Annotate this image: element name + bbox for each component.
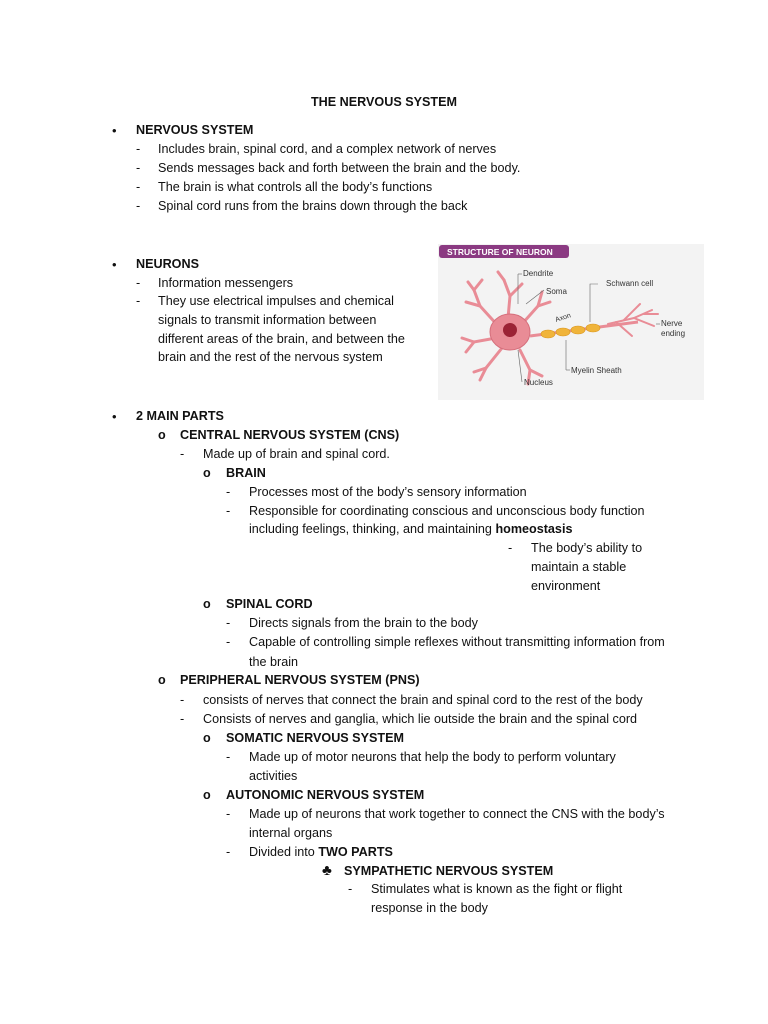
nervous-system-heading: NERVOUS SYSTEM <box>136 123 254 137</box>
nerve-ending-label: Nerve <box>661 319 683 328</box>
club-marker: ♣ <box>322 862 332 879</box>
list-item: Consists of nerves and ganglia, which lie outside the brain and the spinal cord <box>203 712 638 726</box>
dash-marker: - <box>226 750 231 764</box>
list-item-line: signals to transmit information between <box>158 313 377 327</box>
dash-marker: - <box>180 447 185 461</box>
axon-label: Axon <box>554 312 572 324</box>
autonomic-heading: AUTONOMIC NERVOUS SYSTEM <box>226 788 425 802</box>
dash-marker: - <box>226 616 231 630</box>
neurons-heading: NEURONS <box>136 257 199 271</box>
list-item-line: The body’s ability to <box>531 541 643 555</box>
dash-marker: - <box>226 635 231 649</box>
nucleus-label: Nucleus <box>524 378 553 387</box>
dash-marker: - <box>180 693 185 707</box>
list-item-text: including feelings, thinking, and maintaining <box>249 522 496 536</box>
list-item-line: Made up of neurons that work together to connect the CNS with the body’s <box>249 807 665 821</box>
brain-heading: BRAIN <box>226 466 266 480</box>
dendrite-label: Dendrite <box>523 269 554 278</box>
bullet-marker: • <box>112 123 117 138</box>
nerve-ending-label: ending <box>661 329 686 338</box>
dash-marker: - <box>180 712 185 726</box>
dash-marker: - <box>226 504 231 518</box>
pns-heading: PERIPHERAL NERVOUS SYSTEM (PNS) <box>180 673 420 687</box>
circle-marker: o <box>203 466 211 480</box>
sympathetic-heading: SYMPATHETIC NERVOUS SYSTEM <box>344 864 554 878</box>
neuron-structure-figure <box>438 244 704 400</box>
circle-marker: o <box>158 673 166 687</box>
list-item-line: Capable of controlling simple reflexes without transmitting information from <box>249 635 665 649</box>
list-item-line: They use electrical impulses and chemical <box>158 294 394 308</box>
list-item: The brain is what controls all the body’s functions <box>158 180 433 194</box>
dash-marker: - <box>226 807 231 821</box>
dash-marker: - <box>136 161 141 175</box>
dash-marker: - <box>136 294 141 308</box>
list-item-line: brain and the rest of the nervous system <box>158 350 383 364</box>
list-item-text: Divided into <box>249 845 319 859</box>
list-item: Directs signals from the brain to the body <box>249 616 478 630</box>
soma-label: Soma <box>546 287 567 296</box>
bullet-marker: • <box>112 257 117 272</box>
circle-marker: o <box>203 788 211 802</box>
spinal-cord-heading: SPINAL CORD <box>226 597 313 611</box>
list-item-line: Made up of motor neurons that help the body to perform voluntary <box>249 750 616 764</box>
figure-title: STRUCTURE OF NEURON <box>447 247 553 257</box>
dash-marker: - <box>226 485 231 499</box>
list-item-line: maintain a stable <box>531 560 627 574</box>
main-parts-heading: 2 MAIN PARTS <box>136 409 224 423</box>
schwann-cell-label: Schwann cell <box>606 279 654 288</box>
nucleus <box>503 323 517 337</box>
cns-heading: CENTRAL NERVOUS SYSTEM (CNS) <box>180 428 400 442</box>
somatic-heading: SOMATIC NERVOUS SYSTEM <box>226 731 404 745</box>
list-item: Sends messages back and forth between the brain and the body. <box>158 161 521 175</box>
list-item: Processes most of the body’s sensory information <box>249 485 527 499</box>
list-item <box>249 844 393 861</box>
circle-marker: o <box>203 597 211 611</box>
list-item-line: Responsible for coordinating conscious and unconscious body function <box>249 504 645 518</box>
list-item-line: environment <box>531 579 601 593</box>
circle-marker: o <box>158 428 166 442</box>
list-item-line: response in the body <box>371 901 488 915</box>
homeostasis-term: homeostasis <box>495 522 573 536</box>
bullet-marker: • <box>112 409 117 424</box>
circle-marker: o <box>203 731 211 745</box>
dash-marker: - <box>136 199 141 213</box>
document-title: THE NERVOUS SYSTEM <box>310 95 458 109</box>
list-item-line: activities <box>249 769 298 783</box>
list-item: consists of nerves that connect the brain and spinal cord to the rest of the body <box>203 693 643 707</box>
list-item-line <box>249 521 572 538</box>
dash-marker: - <box>136 180 141 194</box>
myelin-sheath-label: Myelin Sheath <box>571 366 622 375</box>
dash-marker: - <box>348 882 353 896</box>
dash-marker: - <box>136 276 141 290</box>
dash-marker: - <box>136 142 141 156</box>
list-item-line: internal organs <box>249 826 333 840</box>
list-item: Made up of brain and spinal cord. <box>203 447 390 461</box>
dash-marker: - <box>226 845 231 859</box>
two-parts-term: TWO PARTS <box>318 845 393 859</box>
nerve-endings <box>608 304 658 336</box>
list-item-line: the brain <box>249 655 299 669</box>
list-item-line: different areas of the brain, and between the <box>158 332 405 346</box>
list-item: Includes brain, spinal cord, and a complex network of nerves <box>158 142 497 156</box>
list-item: Information messengers <box>158 276 294 290</box>
dash-marker: - <box>508 541 513 555</box>
list-item-line: Stimulates what is known as the fight or flight <box>371 882 623 896</box>
list-item: Spinal cord runs from the brains down through the back <box>158 199 468 213</box>
